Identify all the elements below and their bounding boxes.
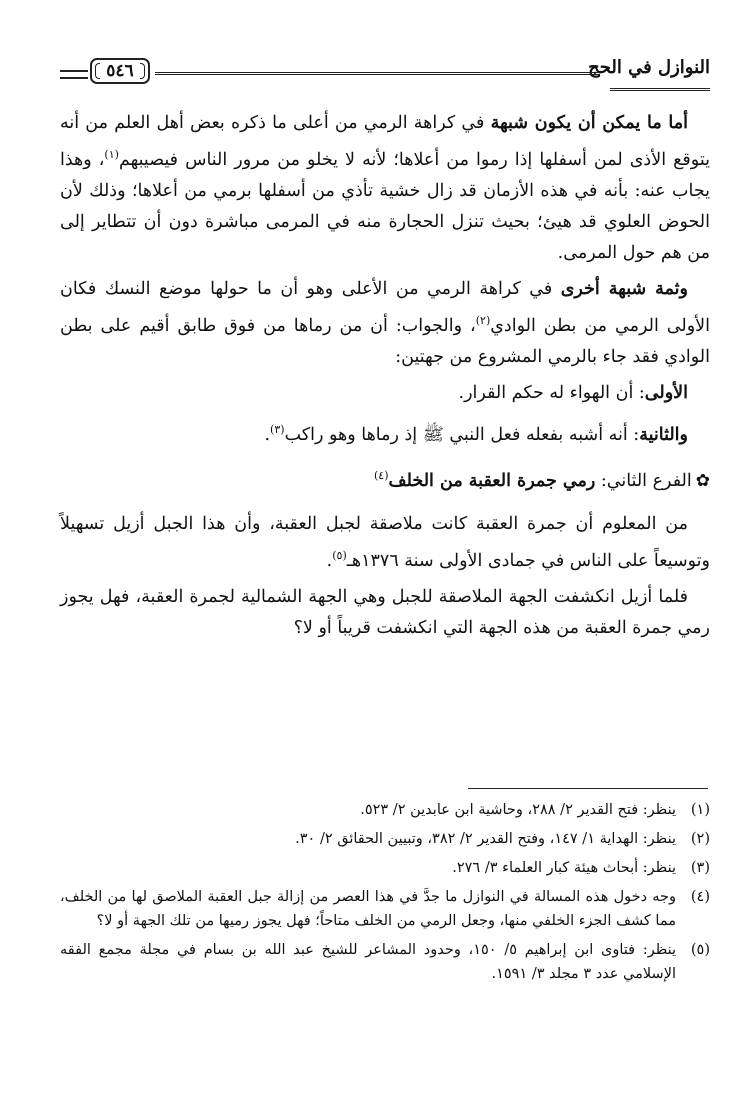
point-label: الأولى	[644, 382, 688, 403]
footnote-ref[interactable]: (٥)	[332, 549, 347, 563]
header-double-rule	[155, 72, 600, 75]
paragraph-2	[60, 274, 710, 373]
footnote-number: (٣)	[690, 860, 710, 876]
footnote-ref[interactable]: (٢)	[475, 313, 491, 327]
footnote	[60, 798, 710, 822]
footnote-number: (١)	[690, 802, 710, 818]
footnote-text: وجه دخول هذه المسالة في النوازل ما جدَّ في هذا العصر من إزالة جبل العقبة الملاصق لها من الخلف، مما كشف الجزء الخلفي منها، وجعل الرمي من الخلف متاحاً؛ فهل يجوز رميها من تلك الجهة أو لا؟	[60, 889, 676, 929]
page-number: ٥٤٦	[106, 61, 134, 81]
main-text	[60, 108, 710, 649]
section-title: رمي جمرة العقبة من الخلف	[388, 471, 596, 492]
title-underline	[610, 88, 710, 91]
footnote-text: ينظر: الهداية ١/ ١٤٧، وفتح القدير ٢/ ٣٨٢، وتبيين الحقائق ٢/ ٣٠.	[295, 831, 676, 847]
paragraph-text: ، والجواب: أن من رماها من فوق طابق أقيم على بطن الوادي فقد جاء بالرمي المشروع من جهتين:	[60, 315, 710, 367]
footnote-ref[interactable]: (٤)	[374, 469, 389, 483]
footnote-ref[interactable]: (٣)	[270, 422, 285, 436]
section-heading	[60, 460, 710, 497]
footnote	[60, 827, 710, 851]
running-title: النوازل في الحج	[588, 57, 710, 78]
bold-lead: وثمة شبهة أخرى	[560, 278, 689, 299]
page-number-box	[90, 58, 150, 84]
paragraph-text: فلما أزيل انكشفت الجهة الملاصقة للجبل وهي الجهة الشمالية لجمرة العقبة، فهل يجوز رمي جمرة العقبة من هذه الجهة التي انكشفت قريباً أو لا؟	[60, 587, 710, 639]
point-first	[60, 378, 710, 409]
paragraph-3: من المعلوم أن جمرة العقبة كانت ملاصقة لجبل العقبة، وأن هذا الجبل أزيل تسهيلاً وتوسيعاً على الناس في جمادى الأولى سنة ١٣٧٦هـ$^{(٥)}$.	[60, 514, 710, 572]
paragraph-1	[60, 108, 710, 269]
footnote-text: ينظر: فتح القدير ٢/ ٢٨٨، وحاشية ابن عابدين ٢/ ٥٢٣.	[360, 802, 676, 818]
bold-lead: أما ما يمكن أن يكون شبهة	[490, 113, 688, 133]
paragraph-text: في كراهة الرمي من أعلى ما ذكره بعض أهل العلم من أنه يتوقع الأذى لمن أسفلها إذا رموا من أعلاها؛ لأنه لا يخلو من مرور الناس فيصيبهم	[60, 113, 710, 170]
footnote-number: (٥)	[690, 942, 710, 958]
footnote	[60, 938, 710, 986]
flower-icon: ✿	[695, 471, 710, 492]
paragraph-text: ، وهذا يجاب عنه: بأنه في هذه الأزمان قد زال خشية تأذي من أسفلها برمي من أعلاها؛ وذلك لأن الحوض العلوي قد هيئ؛ بحيث تنزل الحجارة منه في المرمى مباشرة دون أن تتطاير إلى من هم حول المرمى.	[60, 149, 710, 263]
header-short-rule	[60, 70, 88, 72]
page-header	[60, 50, 710, 110]
footnote-ref[interactable]: (١)	[104, 148, 119, 161]
point-second: والثانية: أنه أشبه بفعله فعل النبي ﷺ إذ رماها وهو راكب$^{(٣)}$.	[264, 422, 688, 445]
paragraph-4	[60, 582, 710, 644]
footnote-number: (٢)	[690, 831, 710, 847]
footnote-separator	[468, 788, 708, 789]
footnote	[60, 856, 710, 880]
footnote-text: ينظر: أبحاث هيئة كبار العلماء ٣/ ٢٧٦.	[452, 860, 676, 876]
point-label: والثانية	[639, 424, 688, 445]
footnotes	[60, 798, 710, 991]
footnote	[60, 885, 710, 933]
paragraph-text: في كراهة الرمي من الأعلى وهو أن ما حولها موضع النسك فكان الأولى الرمي من بطن الوادي	[60, 278, 711, 336]
footnote-number: (٤)	[690, 889, 710, 905]
point-text: : أنه أشبه بفعله فعل النبي ﷺ إذ رماها وهو راكب	[284, 424, 640, 445]
header-short-rule	[60, 77, 88, 79]
section-label: الفرع الثاني:	[595, 471, 692, 492]
point-text: : أن الهواء له حكم القرار.	[458, 382, 645, 403]
footnote-text: ينظر: فتاوى ابن إبراهيم ٥/ ١٥٠، وحدود المشاعر للشيخ عبد الله بن بسام في مجلة مجمع الفقه الإسلامي عدد ٣ مجلد ٣/ ١٥٩١.	[60, 942, 677, 982]
paragraph-text: من المعلوم أن جمرة العقبة كانت ملاصقة لجبل العقبة، وأن هذا الجبل أزيل تسهيلاً وتوسيعاً على الناس في جمادى الأولى سنة ١٣٧٦هـ	[60, 514, 710, 572]
